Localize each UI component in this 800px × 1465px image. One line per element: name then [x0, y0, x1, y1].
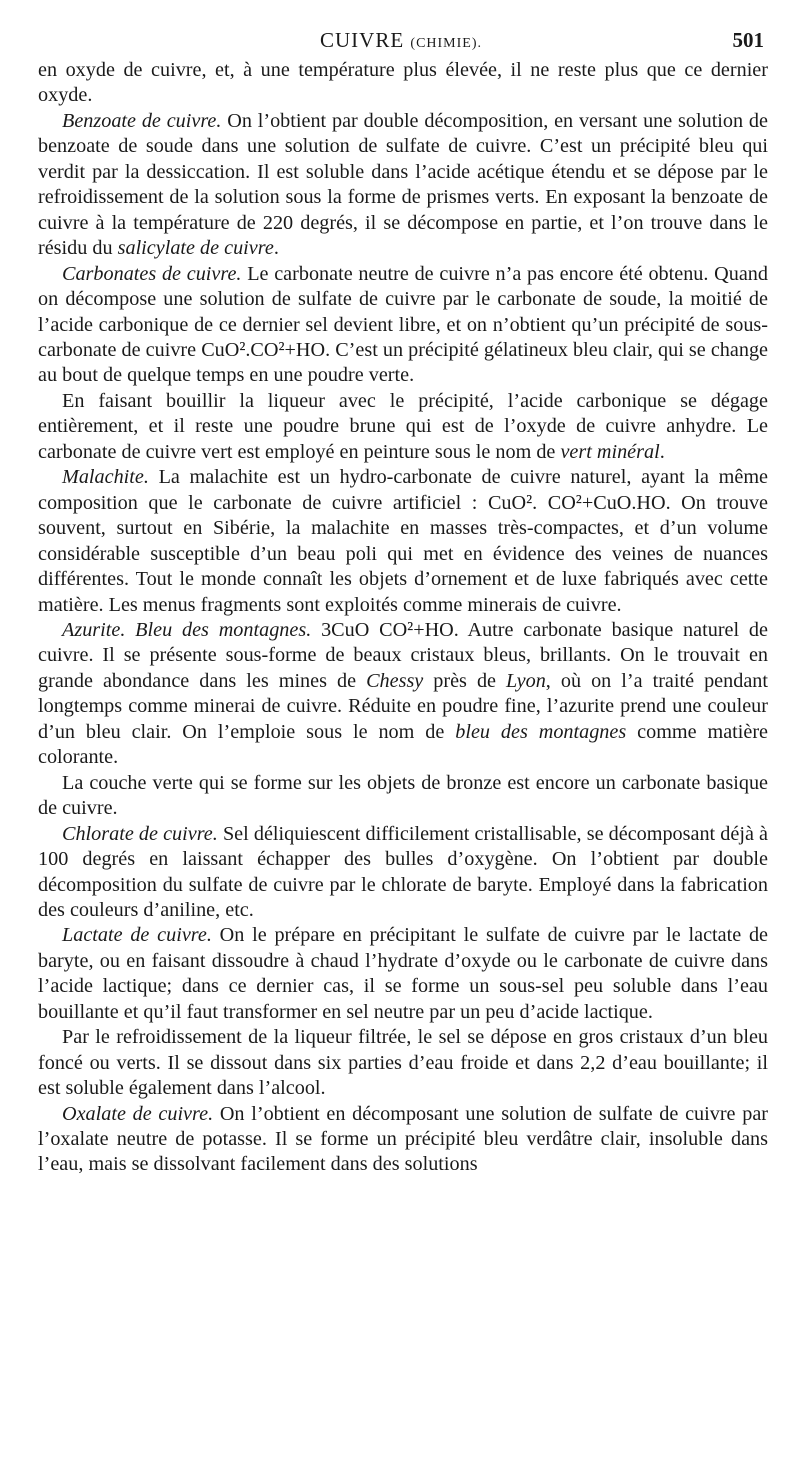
paragraph-text: 3CuO CO²+HO. Autre carbonate basique naturel de cuivre. Il se présente sous-forme de beaux cristaux bleus, brillants. On le trouvait en grande abondance dans les mines de: [38, 618, 768, 692]
paragraph-text: On l’obtient en décomposant une solution de sulfate de cuivre par l’oxalate neutre de potasse. Il se forme un précipité bleu verdâtre clair, insoluble dans l’eau, mais se dissolvant facilement dans des solutions: [38, 1102, 769, 1176]
paragraph: [38, 771, 768, 822]
paragraph-text: près de: [423, 669, 507, 692]
paragraph-text: On le prépare en précipitant le sulfate de cuivre par le lactate de baryte, ou en faisant dissoudre à chaud l’hydrate d’oxyde ou le carbonate de cuivre dans l’acide lactique; dans ce dernier cas, il se forme un sous-sel peu soluble dans l’eau bouillante et qu’il faut transformer en sel neutre par un peu d’acide lactique.: [38, 924, 768, 1023]
running-title: [38, 28, 764, 53]
section-title: Azurite. Bleu des montagnes.: [62, 618, 312, 641]
body-text: [38, 58, 768, 1178]
paragraph-text: Le carbonate neutre de cuivre n’a pas encore été obtenu. Quand on décompose une solution de sulfate de cuivre par le carbonate de soude, la moitié de l’acide carbonique de ce dernier sel devient libre, et on n’obtient qu’un précipité de sous-carbonate de cuivre CuO².CO²+HO. C’est un précipité gélatineux bleu clair, qui se change au bout de quelque temps en une poudre verte.: [38, 262, 768, 387]
paragraph: [38, 618, 768, 771]
paragraph-text: En faisant bouillir la liqueur avec le précipité, l’acide carbonique se dégage entièrement, et il reste une poudre brune qui est de l’oxyde de cuivre anhydre. Le carbonate de cuivre vert est employé en peinture sous le nom de: [38, 389, 768, 463]
running-header: [38, 28, 764, 58]
paragraph: [38, 109, 768, 262]
italic-term: Chessy: [366, 669, 424, 692]
paragraph: [38, 923, 768, 1025]
page-number: 501: [732, 28, 764, 52]
italic-term: vert minéral: [560, 440, 660, 463]
paragraph-end: .: [273, 237, 279, 260]
paragraph-text: en oxyde de cuivre, et, à une température plus élevée, il ne reste plus que ce dernier oxyde.: [38, 59, 768, 107]
paragraph: [38, 262, 768, 389]
paragraph: [38, 465, 768, 618]
paragraph-text: La couche verte qui se forme sur les objets de bronze est encore un carbonate basique de cuivre.: [38, 771, 768, 820]
header-title: CUIVRE: [319, 28, 405, 52]
paragraph: [38, 58, 768, 109]
italic-term: salicylate de cuivre: [117, 237, 274, 260]
paragraph-text: La malachite est un hydro-carbonate de cuivre naturel, ayant la même composition que le carbonate de cuivre artificiel : CuO². CO²+CuO.HO. On trouve souvent, surtout en Sibérie, la malachite en masses très-compactes, et d’un volume considérable susceptible d’un beau poli qui met en évidence des veines de nuances différentes. Tout le monde connaît les objets d’ornement et de luxe fabriqués avec cette matière. Les menus fragments sont exploités comme minerais de cuivre.: [38, 466, 768, 616]
italic-term: bleu des montagnes: [455, 720, 627, 743]
paragraph-text: , où on l’a traité pendant longtemps comme minerai de cuivre. Réduite en poudre fine, l’azurite prend une couleur d’un bleu clair. On l’emploie sous le nom de: [38, 669, 768, 743]
paragraph: [38, 1025, 768, 1101]
section-title: Chlorate de cuivre.: [62, 822, 218, 845]
paragraph-text: Sel déliquiescent difficilement cristallisable, se décomposant déjà à 100 degrés en laissant échapper des bulles d’oxygène. On l’obtient par double décomposition du sulfate de cuivre par le chlorate de baryte. Employé dans la fabrication des couleurs d’aniline, etc.: [38, 822, 768, 921]
paragraph-end: comme matière colorante.: [38, 720, 769, 769]
paragraph-text: Par le refroidissement de la liqueur filtrée, le sel se dépose en gros cristaux d’un bleu foncé ou verts. Il se dissout dans six parties d’eau froide et dans 2,2 d’eau bouillante; il est soluble également dans l’alcool.: [38, 1026, 768, 1100]
section-title: Oxalate de cuivre.: [62, 1102, 214, 1125]
section-title: Lactate de cuivre.: [62, 924, 212, 947]
paragraph: [38, 1102, 768, 1178]
paragraph: [38, 822, 768, 924]
paragraph: [38, 389, 768, 465]
paragraph-end: .: [659, 440, 665, 463]
section-title: Carbonates de cuivre.: [62, 262, 242, 285]
header-subtitle: (CHIMIE).: [410, 36, 483, 51]
paragraph-text: On l’obtient par double décomposition, en versant une solution de benzoate de soude dans une solution de sulfate de cuivre. C’est un précipité bleu qui verdit par la dessiccation. Il est soluble dans l’acide acétique étendu et se dépose par le refroidissement de la solution sous la forme de prismes verts. En exposant la benzoate de cuivre à la température de 220 degrés, il se décompose en partie, et l’on trouve dans le résidu du: [38, 109, 768, 260]
section-title: Malachite.: [62, 466, 149, 489]
italic-term: Lyon: [506, 669, 546, 692]
section-title: Benzoate de cuivre.: [62, 109, 222, 132]
